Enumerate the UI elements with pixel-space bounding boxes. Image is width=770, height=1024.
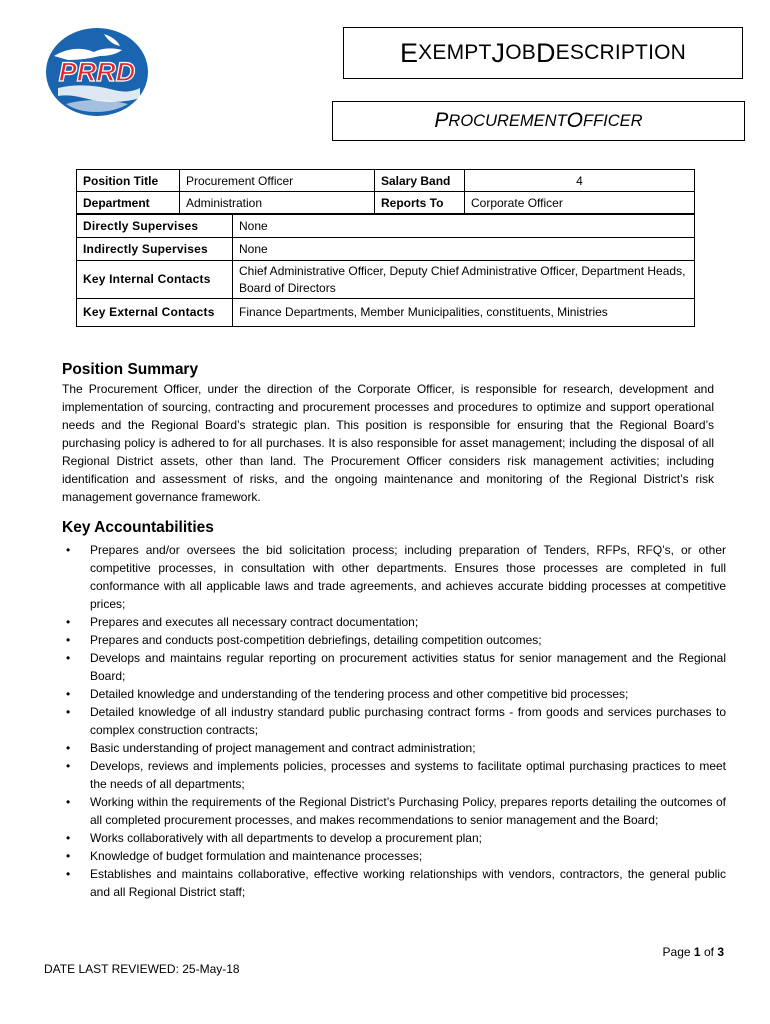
indirectly-supervises-value: None bbox=[233, 238, 695, 261]
table-row bbox=[77, 215, 695, 238]
position-title-value: Procurement Officer bbox=[180, 170, 375, 192]
page-number: Page 1 of 3 bbox=[662, 945, 724, 959]
reports-to-value: Corporate Officer bbox=[465, 192, 695, 214]
key-external-contacts-label: Key External Contacts bbox=[77, 299, 233, 327]
position-title-label: Position Title bbox=[77, 170, 180, 192]
table-row bbox=[77, 238, 695, 261]
supervision-contacts-table bbox=[76, 214, 695, 327]
indirectly-supervises-label: Indirectly Supervises bbox=[77, 238, 233, 261]
list-item: • Working within the requirements of the Regional District’s Purchasing Policy, prepares reports detailing the outcomes of all completed procurement processes, and makes recommendations to senior management and the Board; bbox=[66, 795, 726, 827]
list-item: • Develops and maintains regular reporting on procurement activities status for senior management and the Regional Board; bbox=[66, 651, 726, 683]
position-summary-heading: Position Summary bbox=[62, 361, 199, 378]
department-label: Department bbox=[77, 192, 180, 214]
list-item: • Detailed knowledge of all industry standard public purchasing contract forms - from goods and services purchases to complex construction contracts; bbox=[66, 705, 726, 737]
directly-supervises-value: None bbox=[233, 215, 695, 238]
logo-text: PRRD bbox=[58, 57, 136, 87]
document-title: E XEMPT J OB D ESCRIPTION bbox=[343, 27, 743, 79]
list-item: • Basic understanding of project management and contract administration; bbox=[66, 741, 476, 755]
list-item: • Prepares and/or oversees the bid solicitation process; including preparation of Tenders, RFPs, RFQ’s, or other competitive processes, in consultation with other departments. Ensures those processes are completed in full conformance with all applicable laws and trade agreements, and achieves accurate bidding processes at competitive prices; bbox=[66, 543, 726, 611]
key-accountabilities-heading: Key Accountabilities bbox=[62, 519, 214, 536]
reports-to-label: Reports To bbox=[375, 192, 465, 214]
salary-band-label: Salary Band bbox=[375, 170, 465, 192]
prrd-logo bbox=[44, 26, 150, 118]
list-item: • Works collaboratively with all departments to develop a procurement plan; bbox=[66, 831, 482, 845]
key-internal-contacts-value: Chief Administrative Officer, Deputy Chief Administrative Officer, Department Heads, Board of Directors bbox=[233, 261, 695, 299]
list-item: • Prepares and conducts post-competition debriefings, detailing competition outcomes; bbox=[66, 633, 542, 647]
position-summary-text: The Procurement Officer, under the direction of the Corporate Officer, is responsible for research, development and implementation of sourcing, contracting and procurement processes and procedures to optimize and support operational needs and the Regional Board’s strategic plan. This position is responsible for ensuring that the Regional Board’s purchasing policy is adhered to for all purchases. It is also responsible for asset management; including the disposal of all Regional District assets, other than land. The Procurement Officer considers risk management activities; including identification and assessment of risks, and the ongoing maintenance and monitoring of the Regional District’s risk management governance framework. bbox=[62, 382, 714, 504]
table-row bbox=[77, 299, 695, 327]
directly-supervises-label: Directly Supervises bbox=[77, 215, 233, 238]
date-last-reviewed: DATE LAST REVIEWED: 25-May-18 bbox=[44, 962, 240, 976]
list-item: • Detailed knowledge and understanding of the tendering process and other competitive bid processes; bbox=[66, 687, 629, 701]
department-value: Administration bbox=[180, 192, 375, 214]
key-internal-contacts-label: Key Internal Contacts bbox=[77, 261, 233, 299]
list-item: • Develops, reviews and implements policies, processes and systems to facilitate optimal purchasing practices to meet the needs of all departments; bbox=[66, 759, 726, 791]
list-item: • Establishes and maintains collaborative, effective working relationships with vendors, contractors, the general public and all Regional District staff; bbox=[66, 867, 726, 899]
table-row bbox=[77, 170, 695, 192]
list-item: • Prepares and executes all necessary contract documentation; bbox=[66, 615, 419, 629]
salary-band-value: 4 bbox=[465, 170, 695, 192]
table-row bbox=[77, 261, 695, 299]
position-info-table bbox=[76, 169, 695, 214]
list-item: • Knowledge of budget formulation and maintenance processes; bbox=[66, 849, 423, 863]
key-external-contacts-value: Finance Departments, Member Municipalities, constituents, Ministries bbox=[233, 299, 695, 327]
table-row bbox=[77, 192, 695, 214]
accountabilities-list bbox=[62, 541, 726, 901]
position-subtitle: P ROCUREMENT O FFICER bbox=[332, 101, 745, 141]
